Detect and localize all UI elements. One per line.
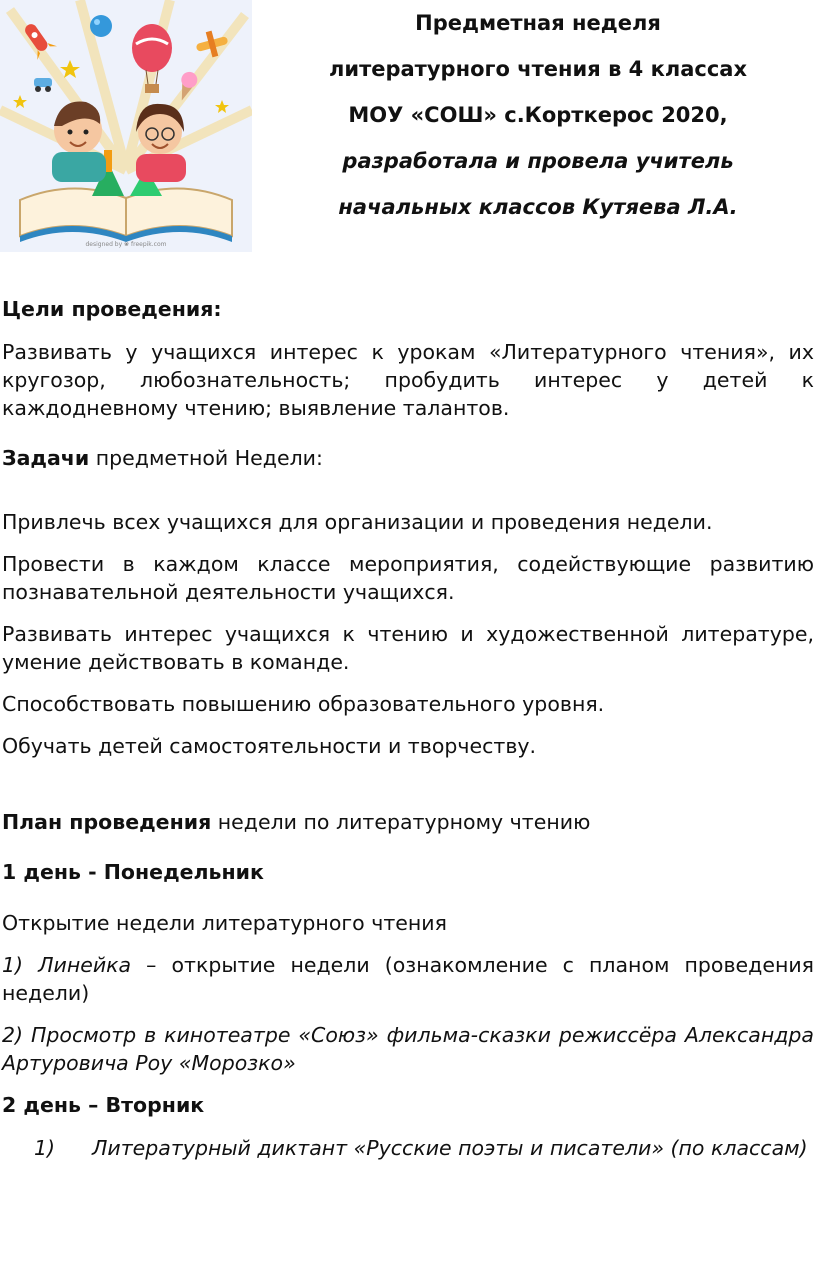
task-item: Обучать детей самостоятельности и творчеству. bbox=[2, 734, 537, 758]
plan-title-rest: недели по литературному чтению bbox=[211, 810, 591, 834]
kids-reading-book-icon bbox=[0, 0, 252, 252]
document-body bbox=[2, 295, 814, 1176]
kids-reading-illustration bbox=[0, 0, 252, 252]
day1-title: 1 день - Понедельник bbox=[2, 860, 264, 884]
task-item: Привлечь всех учащихся для организации и проведения недели. bbox=[2, 510, 713, 534]
task-item: Развивать интерес учащихся к чтению и художественной литературе, умение действовать в команде. bbox=[2, 622, 814, 674]
plan-title-bold: План проведения bbox=[2, 810, 212, 834]
day1-intro: Открытие недели литературного чтения bbox=[2, 911, 447, 935]
tasks-title bbox=[2, 444, 814, 472]
heading-line-5: начальных классов Кутяева Л.А. bbox=[338, 195, 738, 219]
illustration-credit: designed by ❀ freepik.com bbox=[85, 241, 167, 248]
task-item: Провести в каждом классе мероприятия, содействующие развитию познавательной деятельности учащихся. bbox=[2, 552, 814, 604]
tasks-title-rest: предметной Недели: bbox=[89, 446, 323, 470]
goals-title: Цели проведения: bbox=[2, 297, 222, 321]
day1-item-2: 2) Просмотр в кинотеатре «Союз» фильма-сказки режиссёра Александра Артуровича Роу «Морозко» bbox=[2, 1023, 814, 1075]
heading-line-3: МОУ «СОШ» с.Корткерос 2020, bbox=[348, 103, 728, 127]
day1-item-1-text: – открытие недели (ознакомление с планом проведения недели) bbox=[2, 953, 814, 1005]
heading-line-1: Предметная неделя bbox=[415, 11, 661, 35]
heading-line-2: литературного чтения в 4 классах bbox=[328, 57, 748, 81]
plan-title bbox=[2, 808, 814, 836]
day2-title: 2 день – Вторник bbox=[2, 1093, 205, 1117]
day2-item-1 bbox=[2, 1134, 814, 1162]
day2-item-1-number: 1) bbox=[34, 1136, 56, 1160]
day1-item-1-label: 1) Линейка bbox=[2, 953, 132, 977]
goals-text: Развивать у учащихся интерес к урокам «Литературного чтения», их кругозор, любознательность; пробудить интерес у детей к каждодневному чтению; выявление талантов. bbox=[2, 340, 814, 420]
task-item: Способствовать повышению образовательного уровня. bbox=[2, 692, 605, 716]
day1-item-1 bbox=[2, 951, 814, 1007]
day2-item-1-text: Литературный диктант «Русские поэты и писатели» (по классам) bbox=[92, 1136, 808, 1160]
document-heading bbox=[268, 0, 808, 230]
heading-line-4: разработала и провела учитель bbox=[342, 149, 734, 173]
tasks-title-bold: Задачи bbox=[2, 446, 90, 470]
